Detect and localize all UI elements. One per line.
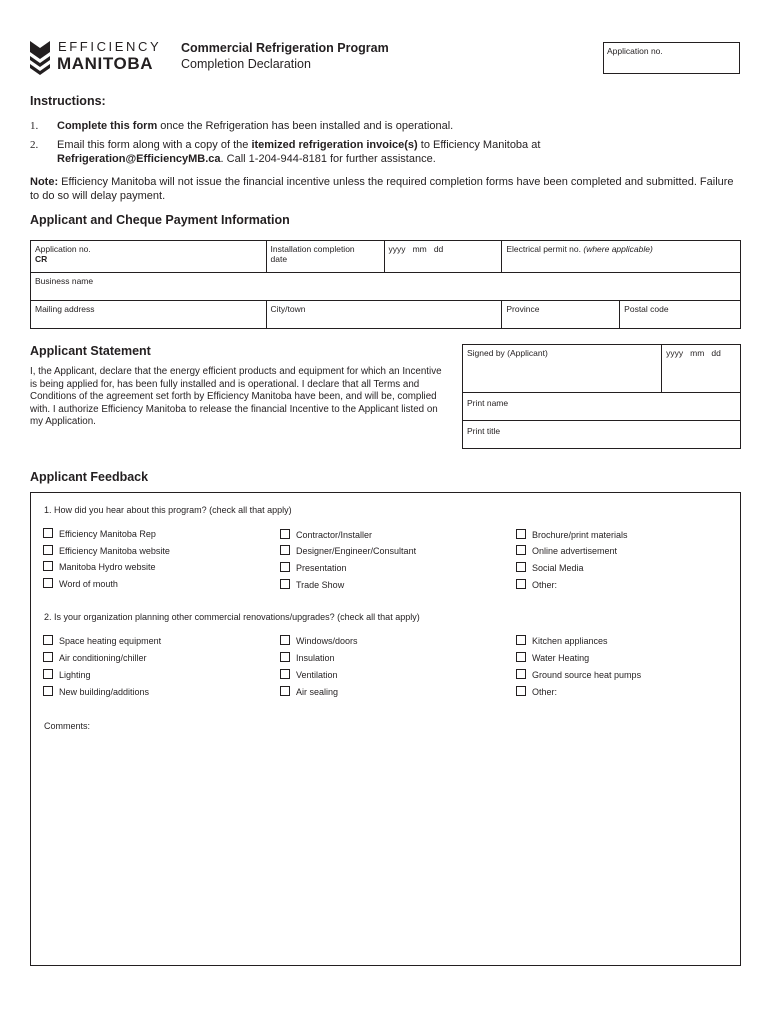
instruction-number: 2.	[30, 139, 39, 151]
instruction-item-1	[30, 119, 750, 133]
checkbox-option[interactable]	[43, 528, 156, 540]
signature-field[interactable]	[463, 345, 662, 393]
checkbox-label: Efficiency Manitoba website	[59, 546, 170, 556]
checkbox-option[interactable]	[280, 686, 338, 698]
checkbox-option[interactable]	[43, 561, 156, 573]
electrical-permit-note: (where applicable)	[583, 244, 653, 254]
checkbox-icon[interactable]	[280, 669, 290, 679]
checkbox-label: Efficiency Manitoba Rep	[59, 529, 156, 539]
header-application-no-field[interactable]	[603, 42, 740, 74]
checkbox-label: Windows/doors	[296, 636, 358, 646]
mailing-address-label: Mailing address	[35, 304, 95, 314]
installation-date-format: yyyy mm dd	[388, 244, 444, 254]
checkbox-label: Space heating equipment	[59, 636, 162, 646]
applicant-info-heading: Applicant and Cheque Payment Information	[30, 213, 290, 227]
checkbox-option[interactable]	[516, 529, 628, 541]
note-text: Efficiency Manitoba will not issue the financial incentive unless the required completion forms have been completed and submitted. Failure to do so will delay payment.	[30, 176, 734, 202]
checkbox-icon[interactable]	[516, 562, 526, 572]
checkbox-option[interactable]	[43, 652, 147, 664]
checkbox-icon[interactable]	[516, 652, 526, 662]
checkbox-icon[interactable]	[516, 579, 526, 589]
checkbox-icon[interactable]	[280, 652, 290, 662]
checkbox-option[interactable]	[516, 579, 557, 591]
checkbox-option[interactable]	[280, 545, 416, 557]
checkbox-label: Presentation	[296, 563, 347, 573]
checkbox-label: Ground source heat pumps	[532, 670, 642, 680]
efficiency-manitoba-logo	[30, 40, 165, 76]
instruction-bold-text: itemized refrigeration invoice(s)	[251, 139, 418, 151]
print-title-label: Print title	[467, 426, 501, 436]
checkbox-option[interactable]	[516, 652, 589, 664]
comments-label: Comments:	[44, 721, 91, 731]
question-1: 1. How did you hear about this program? (check all that apply)	[44, 505, 292, 515]
application-no-value: CR	[35, 254, 48, 264]
installation-date-field[interactable]	[384, 241, 502, 273]
efficiency-manitoba-logo-mark-icon	[30, 41, 50, 75]
checkbox-icon[interactable]	[43, 545, 53, 555]
checkbox-label: Ventilation	[296, 670, 338, 680]
mailing-address-field[interactable]	[31, 301, 267, 329]
electrical-permit-field[interactable]	[502, 241, 741, 273]
checkbox-option[interactable]	[43, 578, 118, 590]
instruction-text: to Efficiency Manitoba at	[417, 139, 541, 151]
checkbox-icon[interactable]	[43, 686, 53, 696]
checkbox-label: Designer/Engineer/Consultant	[296, 546, 417, 556]
statement-heading: Applicant Statement	[30, 344, 151, 358]
checkbox-label: Kitchen appliances	[532, 636, 608, 646]
instruction-text: once the Refrigeration has been installed and is operational.	[157, 120, 454, 132]
installation-date-label-cell	[266, 241, 384, 273]
checkbox-icon[interactable]	[280, 529, 290, 539]
province-label: Province	[506, 304, 540, 314]
signature-table	[462, 344, 741, 449]
program-subtitle: Completion Declaration	[181, 57, 311, 71]
checkbox-label: Water Heating	[532, 653, 590, 663]
statement-text: I, the Applicant, declare that the energy efficient products and equipment for which an Incentive is being applied for, has been fully installed and is operational. I declare that all Terms and Conditions of the agreement set forth by Efficiency Manitoba have been, and will be, complied with. I authorize Efficiency Manitoba to release the financial Incentive to the Applicant listed on my Application.	[30, 366, 442, 427]
postal-code-label: Postal code	[624, 304, 669, 314]
checkbox-icon[interactable]	[280, 686, 290, 696]
checkbox-label: Air sealing	[296, 687, 339, 697]
checkbox-option[interactable]	[516, 669, 641, 681]
application-no-label: Application no.	[35, 244, 91, 254]
note-paragraph	[30, 175, 740, 203]
print-title-field[interactable]	[463, 421, 741, 449]
instruction-text: . Call 1-204-944-8181 for further assistance.	[220, 153, 436, 165]
checkbox-option[interactable]	[280, 635, 358, 647]
application-no-field[interactable]	[31, 241, 267, 273]
note-label: Note:	[30, 176, 59, 188]
checkbox-icon[interactable]	[280, 635, 290, 645]
feedback-box	[30, 492, 741, 966]
question-2: 2. Is your organization planning other commercial renovations/upgrades? (check all that apply)	[44, 612, 420, 622]
business-name-label: Business name	[35, 276, 94, 286]
electrical-permit-label: Electrical permit no.	[506, 244, 584, 254]
checkbox-label: Other:	[532, 687, 558, 697]
checkbox-label: Trade Show	[296, 580, 345, 590]
checkbox-icon[interactable]	[516, 669, 526, 679]
instruction-text: Email this form along with a copy of the	[57, 139, 252, 151]
checkbox-icon[interactable]	[516, 545, 526, 555]
checkbox-label: Insulation	[296, 653, 335, 663]
checkbox-icon[interactable]	[280, 562, 290, 572]
signature-date-format: yyyy mm dd	[666, 348, 721, 358]
header-application-no-label: Application no.	[607, 46, 663, 56]
instruction-bold-text: Complete this form	[57, 120, 158, 132]
feedback-heading: Applicant Feedback	[30, 470, 149, 484]
province-field[interactable]	[502, 301, 620, 329]
checkbox-icon[interactable]	[43, 578, 53, 588]
checkbox-label: Online advertisement	[532, 546, 618, 556]
checkbox-option[interactable]	[516, 686, 557, 698]
business-name-field[interactable]	[31, 273, 741, 301]
checkbox-option[interactable]	[280, 669, 338, 681]
checkbox-icon[interactable]	[280, 545, 290, 555]
checkbox-option[interactable]	[516, 635, 608, 647]
checkbox-label: Air conditioning/chiller	[59, 653, 147, 663]
checkbox-label: Word of mouth	[59, 579, 118, 589]
checkbox-option[interactable]	[280, 562, 347, 574]
checkbox-option[interactable]	[516, 562, 584, 574]
checkbox-option[interactable]	[280, 579, 344, 591]
checkbox-icon[interactable]	[280, 579, 290, 589]
logo-text-efficiency: EFFICIENCY	[58, 39, 162, 54]
postal-code-field[interactable]	[620, 301, 741, 329]
checkbox-icon[interactable]	[516, 529, 526, 539]
city-field[interactable]	[266, 301, 502, 329]
checkbox-icon[interactable]	[43, 669, 53, 679]
checkbox-label: Social Media	[532, 563, 584, 573]
checkbox-icon[interactable]	[516, 686, 526, 696]
checkbox-label: Manitoba Hydro website	[59, 562, 156, 572]
checkbox-option[interactable]	[280, 529, 372, 541]
instruction-number: 1.	[30, 120, 39, 132]
applicant-info-table	[30, 240, 741, 329]
checkbox-icon[interactable]	[43, 652, 53, 662]
checkbox-icon[interactable]	[516, 635, 526, 645]
checkbox-label: New building/additions	[59, 687, 150, 697]
checkbox-label: Brochure/print materials	[532, 530, 628, 540]
city-label: City/town	[270, 304, 306, 314]
checkbox-option[interactable]	[43, 669, 91, 681]
checkbox-option[interactable]	[280, 652, 335, 664]
signed-by-label: Signed by (Applicant)	[467, 348, 548, 358]
checkbox-label: Contractor/Installer	[296, 530, 373, 540]
print-name-field[interactable]	[463, 393, 741, 421]
instruction-item-2	[30, 138, 750, 166]
logo-text-manitoba: MANITOBA	[57, 54, 154, 73]
signature-date-field[interactable]	[662, 345, 741, 393]
installation-date-label: Installation completion date	[270, 244, 355, 264]
checkbox-option[interactable]	[43, 686, 149, 698]
checkbox-option[interactable]	[43, 545, 170, 557]
program-title: Commercial Refrigeration Program	[181, 41, 389, 55]
checkbox-icon[interactable]	[43, 635, 53, 645]
checkbox-label: Lighting	[59, 670, 91, 680]
instructions-heading: Instructions:	[30, 94, 106, 108]
checkbox-icon[interactable]	[43, 561, 53, 571]
email-link[interactable]: Refrigeration@EfficiencyMB.ca	[57, 153, 221, 165]
checkbox-option[interactable]	[43, 635, 161, 647]
checkbox-label: Other:	[532, 580, 558, 590]
checkbox-icon[interactable]	[43, 528, 53, 538]
print-name-label: Print name	[467, 398, 509, 408]
checkbox-option[interactable]	[516, 545, 617, 557]
